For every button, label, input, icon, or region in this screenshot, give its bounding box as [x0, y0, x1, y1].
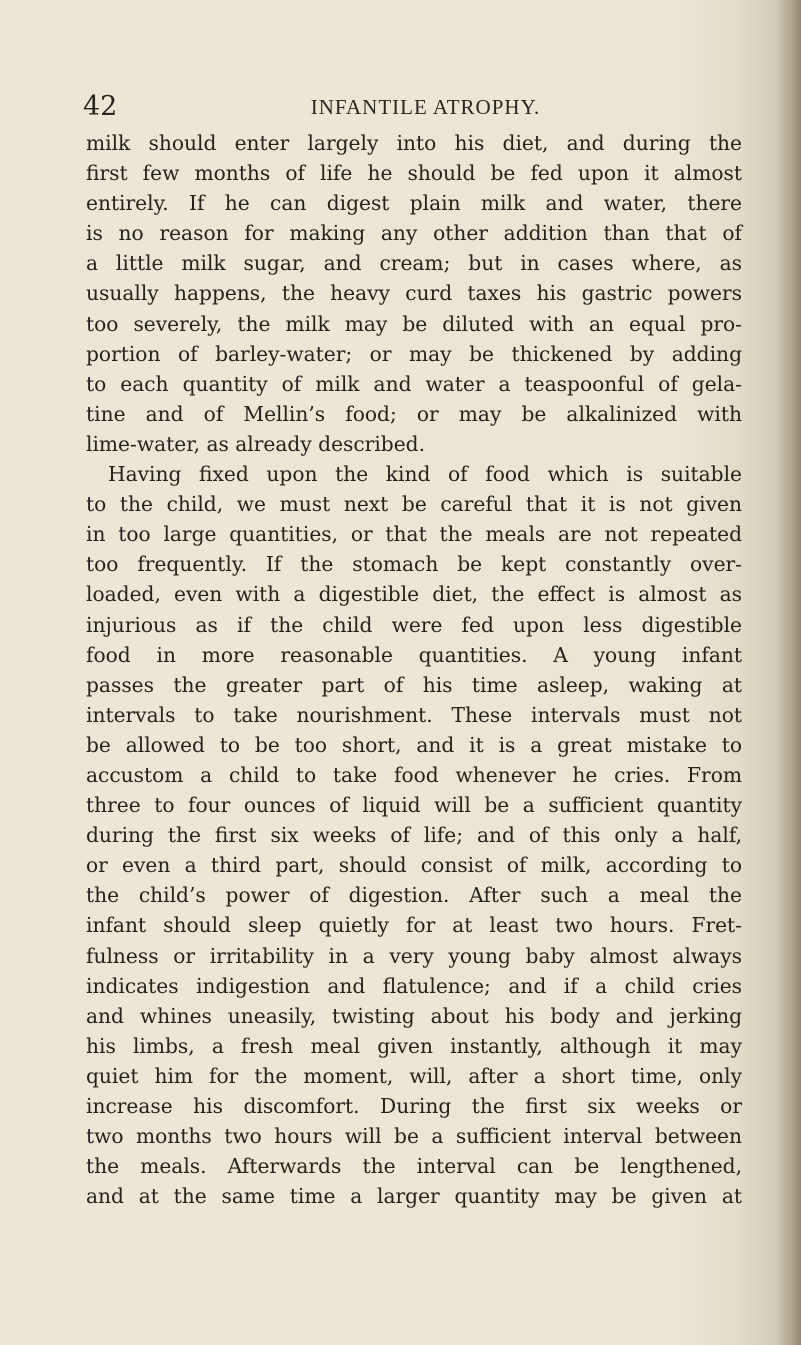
text-line: or even a third part, should consist of milk, according to — [86, 853, 742, 878]
text-line: a little milk sugar, and cream; but in cases where, as — [86, 251, 742, 276]
text-line: and whines uneasily, twisting about his body and jerking — [86, 1003, 742, 1028]
text-line: milk should enter largely into his diet, and during the — [86, 131, 742, 155]
text-line: too severely, the milk may be diluted with an equal pro- — [86, 311, 742, 336]
text-line: accustom a child to take food whenever he cries. From — [86, 762, 742, 787]
page-number: 42 — [83, 91, 118, 122]
text-line: and at the same time a larger quantity may be given at — [86, 1184, 742, 1209]
text-line: quiet him for the moment, will, after a short time, only — [86, 1063, 742, 1088]
text-line: to each quantity of milk and water a teaspoonful of gela- — [86, 371, 742, 396]
running-head: INFANTILE ATROPHY. — [310, 95, 541, 119]
text-line: two months two hours will be a sufficient interval between — [86, 1124, 742, 1149]
text-line: portion of barley-water; or may be thickened by adding — [86, 341, 742, 366]
text-line: food in more reasonable quantities. A young infant — [86, 642, 742, 667]
text-line: loaded, even with a digestible diet, the effect is almost as — [86, 582, 742, 607]
text-line: three to four ounces of liquid will be a sufficient quantity — [86, 793, 742, 818]
text-line: passes the greater part of his time asleep, waking at — [86, 672, 742, 697]
text-line: fulness or irritability in a very young baby almost always — [86, 943, 742, 968]
text-line: increase his discomfort. During the first six weeks or — [86, 1094, 742, 1118]
text-line: during the first six weeks of life; and of this only a half, — [86, 823, 742, 848]
text-line: the child’s power of digestion. After such a meal the — [86, 883, 742, 908]
text-line: indicates indigestion and flatulence; and if a child cries — [86, 973, 742, 998]
body-text — [86, 128, 742, 1211]
text-line: be allowed to be too short, and it is a great mistake to — [86, 732, 742, 757]
text-line: Having fixed upon the kind of food which is suitable — [108, 462, 742, 487]
text-line: in too large quantities, or that the meals are not repeated — [86, 522, 742, 547]
text-line: the meals. Afterwards the interval can be lengthened, — [86, 1154, 742, 1179]
text-line: tine and of Mellin’s food; or may be alkalinized with — [86, 401, 742, 426]
text-line: entirely. If he can digest plain milk and water, there — [86, 191, 742, 216]
text-line: his limbs, a fresh meal given instantly, although it may — [86, 1033, 742, 1058]
text-line: usually happens, the heavy curd taxes his gastric powers — [86, 281, 742, 306]
text-line: is no reason for making any other addition than that of — [86, 221, 742, 246]
page-edge-shadow — [775, 0, 801, 1345]
text-line: to the child, we must next be careful that it is not given — [86, 492, 742, 517]
text-line: injurious as if the child were fed upon less digestible — [86, 612, 742, 637]
text-line: first few months of life he should be fed upon it almost — [86, 161, 742, 186]
text-line: lime-water, as already described. — [86, 431, 425, 456]
text-line: intervals to take nourishment. These intervals must not — [86, 702, 742, 727]
text-line: too frequently. If the stomach be kept constantly over- — [86, 552, 742, 577]
text-line: infant should sleep quietly for at least two hours. Fret- — [86, 913, 742, 938]
